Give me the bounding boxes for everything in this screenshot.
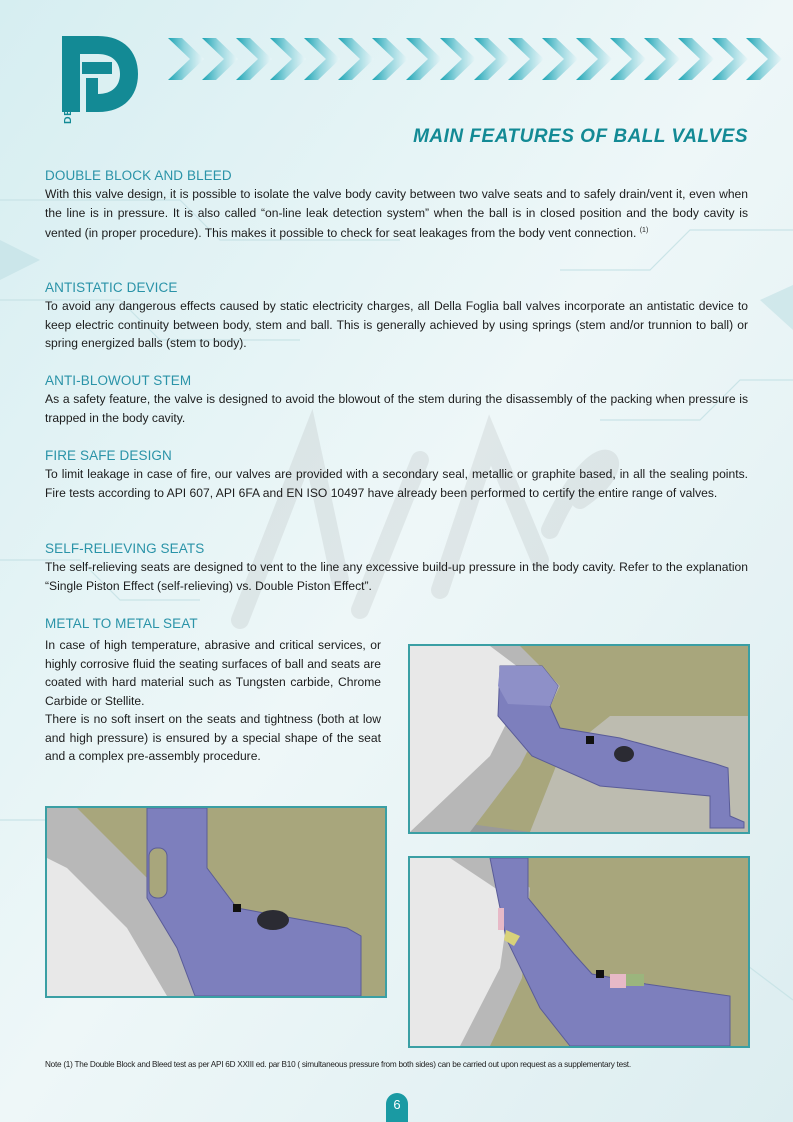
section-title: ANTI-BLOWOUT STEM <box>45 373 192 388</box>
page-title: MAIN FEATURES OF BALL VALVES <box>413 126 748 147</box>
company-logo <box>40 34 150 120</box>
section-title: ANTISTATIC DEVICE <box>45 280 178 295</box>
section-anti-blowout-stem <box>45 373 748 427</box>
section-body-text: With this valve design, it is possible to isolate the valve body cavity between two valve seats and to safely drain/vent it, even when the line is in pressure. It is also called “on-line leak detection system” when the ball is in closed position and the body cavity is vented (in proper procedure). This makes it possible to check for seat leakages from the body vent connection. <box>45 187 748 241</box>
section-antistatic-device <box>45 280 748 353</box>
section-metal-to-metal-seat <box>45 616 385 633</box>
df-logo-mark <box>40 34 150 120</box>
section-self-relieving-seats <box>45 541 748 595</box>
footnote-ref: (1) <box>639 227 649 234</box>
section-body: To avoid any dangerous effects caused by static electricity charges, all Della Foglia ball valves incorporate an antistatic device to keep electric continuity between body, stem and ball. This is generally achieved by using springs (stem and/or trunnion to ball) or spring energized balls (stem to body). <box>45 299 748 350</box>
footnote: Note (1) The Double Block and Bleed test as per API 6D XXIII ed. par B10 ( simultaneous pressure from both sides) can be carried out upon request as a supplementary test. <box>45 1060 631 1069</box>
seat-diagram-3 <box>408 856 750 1048</box>
section-title: DOUBLE BLOCK AND BLEED <box>45 168 232 183</box>
section-title: SELF-RELIEVING SEATS <box>45 541 205 556</box>
section-title: METAL TO METAL SEAT <box>45 616 198 631</box>
page-number: 6 <box>386 1093 408 1122</box>
section-body <box>45 185 748 243</box>
metal-seat-paragraph-2: There is no soft insert on the seats and tightness (both at low and high pressure) is ensured by a special shape of the seat and a complex pre-assembly procedure. <box>45 712 381 763</box>
chevron-banner <box>168 36 793 82</box>
metal-seat-text <box>45 636 381 766</box>
section-body: As a safety feature, the valve is designed to avoid the blowout of the stem during the disassembly of the packing when pressure is trapped in the body cavity. <box>45 392 748 425</box>
seat-diagram-2 <box>45 806 387 998</box>
metal-seat-paragraph-1: In case of high temperature, abrasive and critical services, or highly corrosive fluid the seating surfaces of ball and seats are coated with hard material such as Tungsten carbide, Chrome Carbide or Stellite. <box>45 638 381 708</box>
section-body: To limit leakage in case of fire, our valves are provided with a secondary seal, metallic or graphite based, in all the sealing points. Fire tests according to API 607, API 6FA and EN ISO 10497 have already been performed to certify the entire range of valves. <box>45 467 748 500</box>
section-title: FIRE SAFE DESIGN <box>45 448 172 463</box>
seat-diagram-1 <box>408 644 750 834</box>
section-body: The self-relieving seats are designed to vent to the line any excessive build-up pressure in the body cavity. Refer to the explanation “Single Piston Effect (self-relieving) vs. Double Piston Effect”. <box>45 560 748 593</box>
section-double-block-bleed <box>45 168 748 243</box>
section-fire-safe-design <box>45 448 748 502</box>
